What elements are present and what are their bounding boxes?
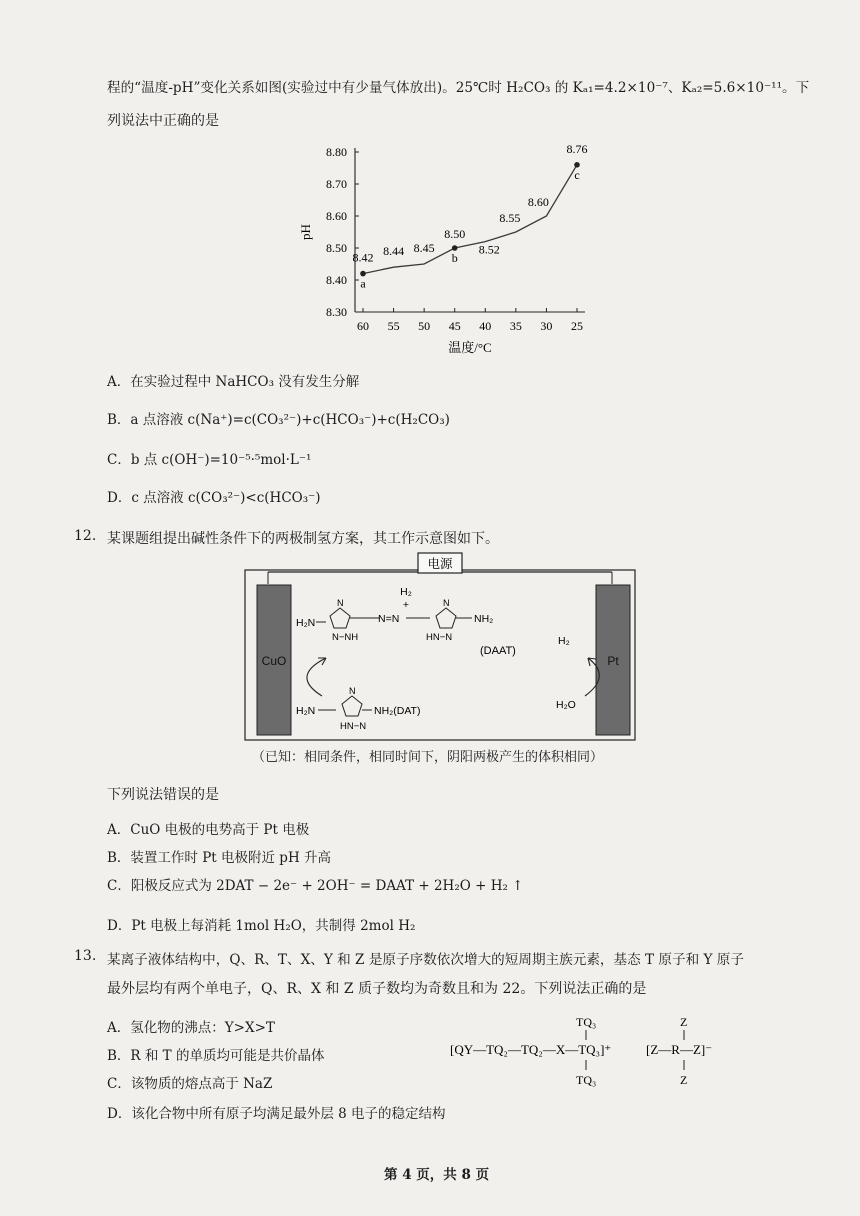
- q12-prompt: 下列说法错误的是: [107, 787, 219, 803]
- q11-option-b: B．a 点溶液 c(Na⁺)=c(CO₃²⁻)+c(HCO₃⁻)+c(H₂CO₃): [107, 412, 450, 428]
- y-tick-label: 8.70: [326, 177, 347, 191]
- x-tick-label: 50: [418, 319, 431, 333]
- q13-stem-line2: 最外层均有两个单电子，Q、R、X 和 Z 质子数均为奇数且和为 22。下列说法正确的是: [107, 981, 647, 997]
- q13-option-b: B．R 和 T 的单质均可能是共价晶体: [107, 1048, 325, 1064]
- q13-stem-line1: 某离子液体结构中，Q、R、T、X、Y 和 Z 是原子序数依次增大的短周期主族元素，基态 T 原子和 Y 原子: [107, 952, 744, 968]
- q12-option-c: C．阳极反应式为 2DAT − 2e⁻ + 2OH⁻ = DAAT + 2H₂O + H₂ ↑: [107, 878, 524, 894]
- q11-option-d: D．c 点溶液 c(CO₃²⁻)<c(HCO₃⁻): [107, 490, 321, 506]
- q11-option-a: A．在实验过程中 NaHCO₃ 没有发生分解: [107, 374, 360, 390]
- y-axis-label: pH: [298, 224, 313, 240]
- point-marker-b: [452, 245, 458, 251]
- formula-cation: [QY—TQ₂—TQ₂—X—TQ₃]⁺: [450, 1042, 612, 1057]
- ph-temperature-chart: [290, 140, 610, 360]
- cuo-label: CuO: [261, 654, 287, 668]
- q11-stem-line2: 列说法中正确的是: [107, 113, 219, 129]
- data-label: 8.45: [413, 241, 435, 255]
- point-label-a: a: [360, 276, 366, 291]
- svg-text:HN−N: HN−N: [426, 632, 453, 643]
- y-tick-label: 8.60: [326, 209, 347, 223]
- q12-option-a: A．CuO 电极的电势高于 Pt 电极: [107, 822, 310, 838]
- data-label: 8.76: [566, 141, 588, 156]
- right-h2: H₂: [558, 635, 570, 647]
- svg-text:HN−N: HN−N: [340, 721, 367, 732]
- q12-option-d: D．Pt 电极上每消耗 1mol H₂O，共制得 2mol H₂: [107, 918, 416, 934]
- q12-stem: 某课题组提出碱性条件下的两极制氢方案，其工作示意图如下。: [107, 531, 499, 547]
- daat-molecule: [296, 598, 493, 643]
- svg-text:N−NH: N−NH: [332, 632, 359, 643]
- x-axis-label: 温度/°C: [448, 340, 492, 355]
- ionic-liquid-structure: [448, 1008, 768, 1092]
- wires: [268, 572, 612, 584]
- svg-text:H₂N: H₂N: [296, 705, 316, 717]
- point-marker-a: [360, 271, 366, 277]
- data-label: 8.52: [478, 242, 500, 257]
- electrolysis-diagram: [240, 548, 640, 744]
- y-tick-label: 8.40: [326, 273, 347, 287]
- x-tick-label: 55: [387, 319, 400, 333]
- svg-text:N: N: [443, 598, 450, 608]
- pt-label: Pt: [607, 654, 619, 668]
- data-label: 8.50: [444, 227, 466, 241]
- x-tick-label: 45: [448, 319, 461, 333]
- dat-label: NH₂(DAT): [374, 705, 421, 717]
- q13-option-d: D．该化合物中所有原子均满足最外层 8 电子的稳定结构: [107, 1106, 446, 1122]
- x-tick-label: 25: [571, 319, 583, 333]
- q13-option-c: C．该物质的熔点高于 NaZ: [107, 1076, 273, 1092]
- q12-number: 12.: [74, 528, 97, 544]
- svg-text:N: N: [337, 598, 344, 608]
- q13-option-a: A．氢化物的沸点：Y>X>T: [107, 1020, 275, 1036]
- q11-stem-line1: 程的“温度-pH”变化关系如图(实验过中有少量气体放出)。25℃时 H₂CO₃ 的 Kₐ₁=4.2×10⁻⁷、Kₐ₂=5.6×10⁻¹¹。下: [107, 80, 810, 96]
- data-label: 8.42: [352, 250, 374, 265]
- q12-note: （已知：相同条件，相同时间下，阴阳两极产生的体积相同）: [252, 750, 604, 765]
- formula-z-top: Z: [680, 1015, 688, 1029]
- formula-anion: [Z—R—Z]⁻: [646, 1042, 713, 1057]
- point-marker-c: [574, 162, 580, 168]
- data-label: 8.44: [383, 244, 405, 259]
- formula-z-bottom: Z: [680, 1073, 688, 1087]
- formula-bottom-group: TQ₃: [576, 1073, 597, 1087]
- y-tick-label: 8.50: [326, 241, 347, 255]
- right-h2o: H₂O: [556, 699, 576, 711]
- dat-molecule: [296, 686, 372, 732]
- y-tick-label: 8.30: [326, 305, 347, 319]
- svg-text:N=N: N=N: [378, 613, 400, 625]
- x-tick-label: 60: [357, 319, 369, 333]
- q11-option-c: C．b 点 c(OH⁻)=10⁻⁵·⁵mol·L⁻¹: [107, 452, 312, 468]
- power-source-label: 电源: [427, 557, 453, 571]
- data-label: 8.55: [499, 211, 521, 225]
- page-footer: 第 4 页，共 8 页: [384, 1167, 490, 1183]
- y-tick-label: 8.80: [326, 145, 347, 159]
- h2-top: H₂: [400, 586, 412, 598]
- svg-text:NH₂: NH₂: [474, 613, 494, 625]
- x-tick-label: 40: [479, 319, 492, 333]
- svg-text:H₂N: H₂N: [296, 617, 316, 629]
- point-label-b: b: [451, 251, 458, 265]
- point-label-c: c: [574, 167, 580, 182]
- x-tick-label: 30: [540, 319, 553, 333]
- daat-label: (DAAT): [480, 645, 516, 657]
- data-label: 8.60: [527, 195, 549, 209]
- q12-option-b: B．装置工作时 Pt 电极附近 pH 升高: [107, 850, 332, 866]
- x-tick-label: 35: [509, 319, 522, 333]
- plus-sign: +: [402, 599, 410, 611]
- q13-number: 13.: [74, 948, 97, 964]
- svg-text:N: N: [349, 686, 356, 696]
- formula-top-group: TQ₃: [576, 1015, 597, 1029]
